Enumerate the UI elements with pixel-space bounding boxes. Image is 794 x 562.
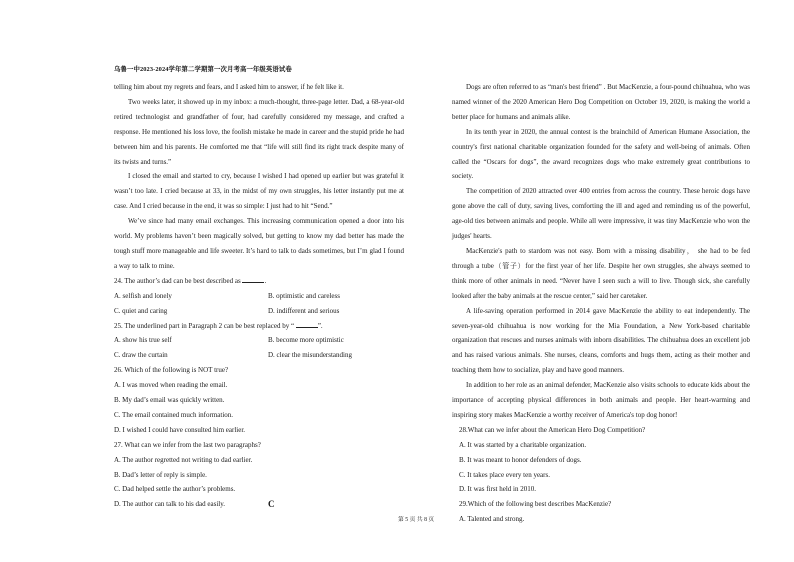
passage-c-paragraph-2: In its tenth year in 2020, the annual contest is the brainchild of American Humane Association, the country's first national charitable organization founded for the safety and well-being of animals. Often called the “Oscars for dogs”, the award recognizes dogs who make extremely great contributions to society. (452, 127, 750, 181)
section-letter: C (268, 499, 275, 509)
passage-c-paragraph-4: MacKenzie's path to stardom was not easy. Born with a missing disability， she had to be fed through a tube（管子）for the first year of her life. Despite her own struggles, she always seemed to think more of other animals in need. “Never have I seen such a will to live. Though sick, she carefully looked after the baby animals at the rescue center,” said her caretaker. (452, 246, 750, 300)
option: A. Talented and strong. (459, 515, 525, 524)
option: B. Dad’s letter of reply is simple. (114, 470, 207, 479)
passage-c-paragraph-6: In addition to her role as an animal defender, MacKenzie also visits schools to educate kids about the importance of accepting physical differences in both animals and people. Her heart-warming and inspiring story makes MacKenzie a worthy receiver of America's top dog honor! (452, 381, 750, 419)
option: D. It was first held in 2010. (459, 485, 536, 494)
question-24-options (114, 289, 404, 319)
question-25: 25. The underlined part in Paragraph 2 can be best replaced by “ ”. (114, 321, 323, 330)
exam-header: 乌鲁一中2023-2024学年第二学期第一次月考高一年级英语试卷 (114, 66, 292, 73)
passage-b-paragraph-1: telling him about my regrets and fears, and I asked him to answer, if he felt like it. (114, 83, 344, 91)
question-25-options (114, 333, 404, 363)
option: B. My dad’s email was quickly written. (114, 396, 225, 405)
option: B. It was meant to honor defenders of dogs. (459, 455, 582, 464)
passage-c-paragraph-1: Dogs are often referred to as “man's best friend” . But MacKenzie, a four-pound chihuahua, who was named winner of the 2020 American Hero Dog Competition on October 19, 2020, is making the world a better place for humans and animals alike. (452, 83, 750, 121)
option: A. The author regretted not writing to dad earlier. (114, 455, 253, 464)
option: B. become more optimistic (268, 336, 344, 345)
option: A. It was started by a charitable organization. (459, 440, 587, 449)
passage-c-paragraph-5: A life-saving operation performed in 2014 gave MacKenzie the ability to eat independently. The seven-year-old chihuahua is now working for the Mia Foundation, a New York-based charitable organization that rescues and nurses animals with inborn disabilities. The chihuahua does an excellent job and has raised various animals. She nurses, cleans, comforts and hugs them, acting as their mother and teaching them how to socialize, play and have good manners. (452, 306, 750, 375)
option: D. The author can talk to his dad easily. (114, 500, 225, 509)
question-29-stem: 29.Which of the following best describes MacKenzie? (459, 500, 612, 509)
passage-b-paragraph-3: I closed the email and started to cry, because I wished I had opened up earlier but was grateful it wasn’t too late. I cried because at 33, in the midst of my own struggles, his letter instantly put me at case. And I cried because in the end, it was so simple: I just had to hit “Send.” (114, 172, 404, 211)
option: C. Dad helped settle the author’s problems. (114, 485, 236, 494)
option: C. draw the curtain (114, 351, 168, 360)
question-24: 24. The author’s dad can be best described as . (114, 276, 267, 285)
passage-b-paragraph-2: Two weeks later, it showed up in my inbox: a much-thought, three-page letter. Dad, a 68-year-old retired technologist and grandfather of four, had carefully considered my message, and crafted a response. He mentioned his loss love, the foolish mistake he made in career and the stupid pride he had between him and his parents. He comforted me that “life will still find its right track despite many of its twists and turns.” (114, 97, 404, 166)
option: C. quiet and caring (114, 306, 168, 315)
option: D. indifferent and serious (268, 306, 340, 315)
option: A. selfish and lonely (114, 291, 172, 300)
page-number: 第 5 页 共 8 页 (398, 517, 435, 523)
option: C. The email contained much information. (114, 410, 234, 419)
question-28-stem: 28.What can we infer about the American Hero Dog Competition? (459, 425, 646, 434)
question-27-stem: 27. What can we infer from the last two paragraphs? (114, 440, 261, 449)
answer-blank (242, 275, 264, 283)
answer-blank (296, 320, 318, 328)
option: A. show his true self (114, 336, 172, 345)
question-24-stem: 24. The author’s dad can be best described as (114, 276, 241, 285)
left-column (114, 80, 404, 512)
passage-c-paragraph-3: The competition of 2020 attracted over 400 entries from across the country. These heroic dogs have gone above the call of duty, saving lives, comforting the ill and aged and reminding us of the powerful, age-old ties between animals and people. While all were impressive, it was tiny MacKenzie who won the judges' hearts. (452, 187, 750, 241)
option: B. optimistic and careless (268, 291, 340, 300)
question-25-stem: 25. The underlined part in Paragraph 2 can be best replaced by “ (114, 321, 295, 330)
option: C. It takes place every ten years. (459, 470, 550, 479)
right-column (452, 80, 750, 527)
option: A. I was moved when reading the email. (114, 381, 228, 390)
option: D. I wished I could have consulted him earlier. (114, 425, 246, 434)
passage-b-paragraph-4: We’ve since had many email exchanges. This increasing communication opened a door into his world. My problems haven’t been magically solved, but getting to know my dad better has made the tough stuff more manageable and life sweeter. It’s hard to talk to dads sometimes, but I’m glad I found a way to talk to mine. (114, 217, 404, 270)
option: D. clear the misunderstanding (268, 351, 352, 360)
question-26-stem: 26. Which of the following is NOT true? (114, 366, 229, 375)
